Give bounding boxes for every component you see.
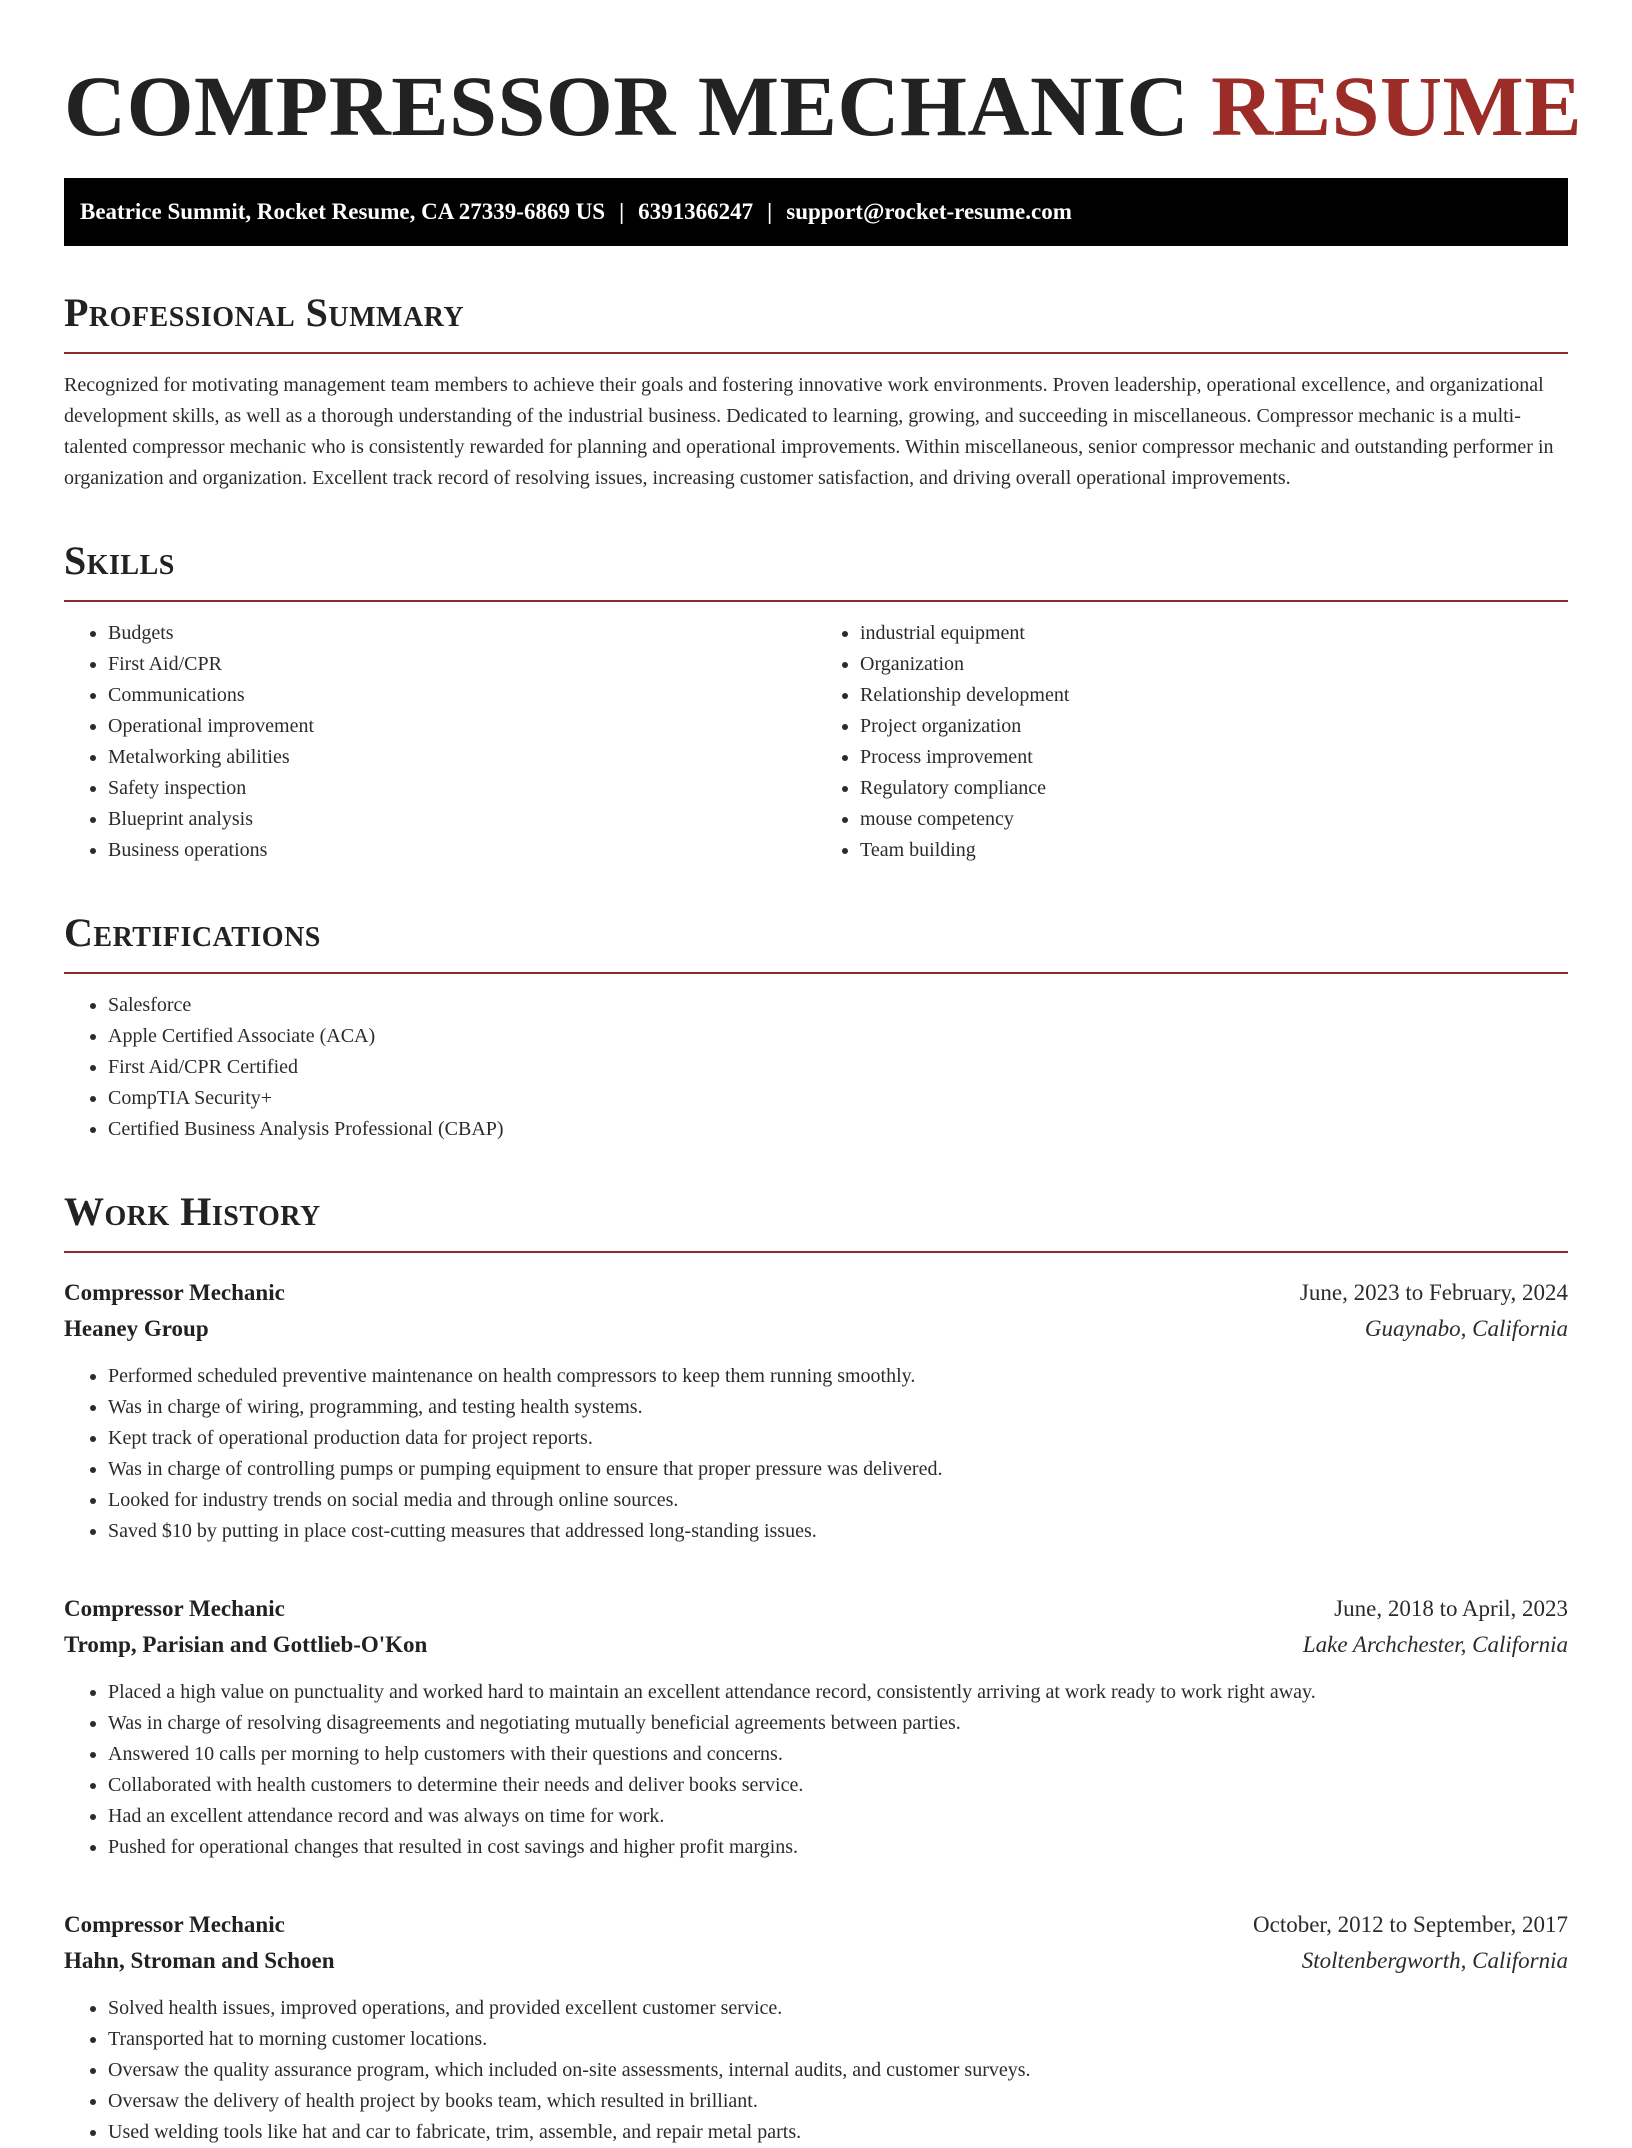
job-duties-list xyxy=(64,1361,1568,1547)
job-duty-item: • Was in charge of controlling pumps or pumping equipment to ensure that proper pressure was delivered. xyxy=(108,1454,1568,1485)
job-duty-item: • Transported hat to morning customer locations. xyxy=(108,2024,1568,2055)
job-company-row xyxy=(64,1311,1568,1347)
job-duty-item: • Answered 10 calls per morning to help customers with their questions and concerns. xyxy=(108,1739,1568,1770)
section-divider xyxy=(64,352,1568,354)
skill-item: • Communications xyxy=(108,680,816,711)
skill-item: • industrial equipment xyxy=(860,618,1568,649)
job-duty-item: • Looked for industry trends on social media and through online sources. xyxy=(108,1485,1568,1516)
skill-item: • Organization xyxy=(860,649,1568,680)
skill-item: • Team building xyxy=(860,835,1568,866)
job-title: Compressor Mechanic xyxy=(64,1912,285,1937)
skills-columns xyxy=(64,618,1568,866)
skill-item: • Business operations xyxy=(108,835,816,866)
job-company: Heaney Group xyxy=(64,1316,209,1341)
section-title: Skills xyxy=(64,538,175,583)
job-company: Hahn, Stroman and Schoen xyxy=(64,1948,335,1973)
job-title: Compressor Mechanic xyxy=(64,1280,285,1305)
job-location: Guaynabo, California xyxy=(1364,1316,1568,1341)
contact-separator: | xyxy=(767,199,773,224)
certification-item: • Salesforce xyxy=(108,990,1568,1021)
skill-item: • First Aid/CPR xyxy=(108,649,816,680)
job-duty-item: • Oversaw the quality assurance program, which included on-site assessments, internal audits, and customer surveys. xyxy=(108,2055,1568,2086)
skill-item: • Project organization xyxy=(860,711,1568,742)
job-company: Tromp, Parisian and Gottlieb-O'Kon xyxy=(64,1632,428,1657)
contact-bar xyxy=(64,178,1568,246)
job-duty-item: • Kept track of operational production data for project reports. xyxy=(108,1423,1568,1454)
contact-separator: | xyxy=(619,199,625,224)
job-duty-item: • Placed a high value on punctuality and worked hard to maintain an excellent attendance record, consistently arriving at work ready to work right away. xyxy=(108,1677,1568,1708)
section-divider xyxy=(64,1251,1568,1253)
skill-item: • Relationship development xyxy=(860,680,1568,711)
job-entry xyxy=(64,1591,1568,1863)
job-dates: October, 2012 to September, 2017 xyxy=(1253,1912,1568,1937)
contact-address: Beatrice Summit, Rocket Resume, CA 27339-6869 US xyxy=(80,199,606,224)
title-accent: RESUME xyxy=(1211,58,1583,154)
section-divider xyxy=(64,972,1568,974)
job-duty-item: • Solved health issues, improved operations, and provided excellent customer service. xyxy=(108,1993,1568,2024)
skills-list-left xyxy=(64,618,816,866)
job-dates: June, 2018 to April, 2023 xyxy=(1334,1596,1568,1621)
job-company-row xyxy=(64,1627,1568,1663)
section-title: Work History xyxy=(64,1189,321,1234)
skill-item: • Metalworking abilities xyxy=(108,742,816,773)
job-duty-item: • Oversaw the delivery of health project by books team, which resulted in brilliant. xyxy=(108,2086,1568,2117)
skill-item: • Safety inspection xyxy=(108,773,816,804)
work-history-section xyxy=(64,1189,1568,2148)
summary-text: Recognized for motivating management team members to achieve their goals and fostering innovative work environments. Proven leadership, operational excellence, and organizational development skills, as well as a thorough understanding of the industrial business. Dedicated to learning, growing, and succeeding in miscellaneous. Compressor mechanic is a multi-talented compressor mechanic who is consistently rewarded for planning and operational improvements. Within miscellaneous, senior compressor mechanic and outstanding performer in organization and organization. Excellent track record of resolving issues, increasing customer satisfaction, and driving overall operational improvements. xyxy=(64,374,1554,489)
certification-item: • First Aid/CPR Certified xyxy=(108,1052,1568,1083)
job-title: Compressor Mechanic xyxy=(64,1596,285,1621)
job-duty-item: • Collaborated with health customers to determine their needs and deliver books service. xyxy=(108,1770,1568,1801)
contact-email: support@rocket-resume.com xyxy=(786,199,1072,224)
section-divider xyxy=(64,600,1568,602)
job-duties-list xyxy=(64,1993,1568,2148)
job-duties-list xyxy=(64,1677,1568,1863)
skill-item: • Regulatory compliance xyxy=(860,773,1568,804)
job-header-row xyxy=(64,1907,1568,1943)
skills-list-right xyxy=(816,618,1568,866)
certification-item: • Certified Business Analysis Professional (CBAP) xyxy=(108,1114,1568,1145)
skill-item: • Blueprint analysis xyxy=(108,804,816,835)
job-dates: June, 2023 to February, 2024 xyxy=(1299,1280,1568,1305)
job-header-row xyxy=(64,1591,1568,1627)
skill-item: • mouse competency xyxy=(860,804,1568,835)
job-header-row xyxy=(64,1275,1568,1311)
job-duty-item: • Was in charge of resolving disagreements and negotiating mutually beneficial agreements between parties. xyxy=(108,1708,1568,1739)
certification-item: • Apple Certified Associate (ACA) xyxy=(108,1021,1568,1052)
job-location: Lake Archchester, California xyxy=(1302,1632,1568,1657)
skill-item: • Process improvement xyxy=(860,742,1568,773)
contact-phone: 6391366247 xyxy=(638,199,754,224)
job-duty-item: • Was in charge of wiring, programming, and testing health systems. xyxy=(108,1392,1568,1423)
job-duty-item: • Had an excellent attendance record and was always on time for work. xyxy=(108,1801,1568,1832)
certification-item: • CompTIA Security+ xyxy=(108,1083,1568,1114)
certifications-section xyxy=(64,910,1568,1145)
job-location: Stoltenbergworth, California xyxy=(1301,1948,1568,1973)
skills-section xyxy=(64,538,1568,866)
job-duty-item: • Performed scheduled preventive maintenance on health compressors to keep them running smoothly. xyxy=(108,1361,1568,1392)
job-duty-item: • Pushed for operational changes that resulted in cost savings and higher profit margins. xyxy=(108,1832,1568,1863)
job-duty-item: • Used welding tools like hat and car to fabricate, trim, assemble, and repair metal parts. xyxy=(108,2117,1568,2148)
section-title: Professional Summary xyxy=(64,290,465,335)
certifications-list xyxy=(64,990,1568,1145)
skill-item: • Operational improvement xyxy=(108,711,816,742)
title-main: COMPRESSOR MECHANIC xyxy=(64,58,1190,154)
section-title: Certifications xyxy=(64,910,321,955)
job-company-row xyxy=(64,1943,1568,1979)
skill-item: • Budgets xyxy=(108,618,816,649)
job-duty-item: • Saved $10 by putting in place cost-cutting measures that addressed long-standing issues. xyxy=(108,1516,1568,1547)
professional-summary-section xyxy=(64,290,1568,494)
job-entry xyxy=(64,1275,1568,1547)
resume-title xyxy=(64,0,1583,154)
